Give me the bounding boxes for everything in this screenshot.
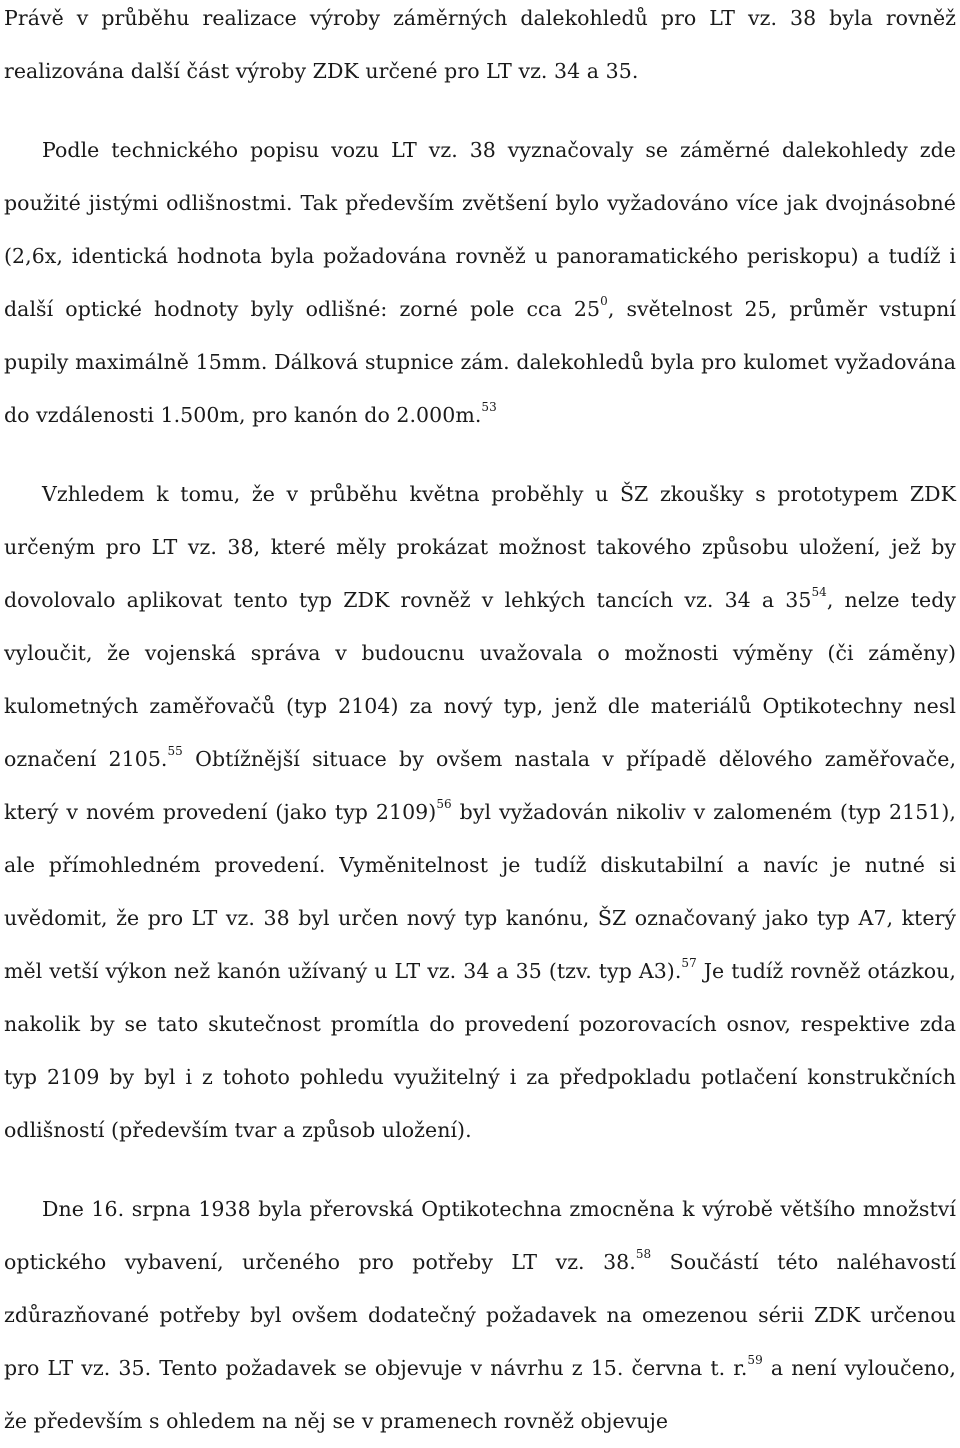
paragraph-text: Dne 16. srpna 1938 byla přerovská Optikotechna zmocněna k výrobě většího množství optického vybavení, určeného pro potřeby LT vz. 38.: [4, 1197, 956, 1274]
footnote-ref-53: 53: [481, 400, 497, 415]
footnote-ref-57: 57: [681, 956, 697, 971]
paragraph-text: Vzhledem k tomu, že v průběhu května proběhly u ŠZ zkoušky s prototypem ZDK určeným pro LT vz. 38, které měly prokázat možnost takového způsobu uložení, jež by dovolovalo aplikovat tento typ ZDK rovněž v lehkých tancích vz. 34 a 35: [4, 482, 956, 612]
paragraph-3: [4, 468, 956, 1157]
paragraph-4: [4, 1183, 956, 1448]
paragraph-text: , nelze tedy vyloučit, že vojenská správa v budoucnu uvažovala o možnosti výměny (či záměny) kulometných zaměřovačů (typ 2104) za nový typ, jenž dle materiálů Optikotechny nesl označení 2105.: [4, 588, 957, 771]
footnote-ref-58: 58: [635, 1247, 652, 1262]
paragraph-text: byl vyžadován nikoliv v zalomeném (typ 2151), ale přímohledném provedení. Vyměnitelnost je tudíž diskutabilní a navíc je nutné si uvědomit, že pro LT vz. 38 byl určen nový typ kanónu, ŠZ označovaný jako typ A7, který měl vetší výkon než kanón užívaný u LT vz. 34 a 35 (tzv. typ A3).: [4, 800, 956, 983]
paragraph-text: Podle technického popisu vozu LT vz. 38 vyznačovaly se záměrné dalekohledy zde použité jistými odlišnostmi. Tak především zvětšení bylo vyžadováno více jak dvojnásobné (2,6x, identická hodnota byla požadována rovněž u panoramatického periskopu) a tudíž i další optické hodnoty byly odlišné: zorné pole cca 25: [4, 138, 956, 321]
superscript-degree: 0: [600, 294, 608, 309]
footnote-ref-55: 55: [167, 744, 183, 759]
paragraph-gap: [4, 98, 956, 124]
footnote-ref-54: 54: [811, 585, 827, 600]
document-page: [4, 0, 956, 1448]
paragraph-1: [4, 0, 956, 98]
paragraph-gap: [4, 442, 956, 468]
paragraph-2: [4, 124, 956, 442]
paragraph-text: , světelnost 25, průměr vstupní pupily maximálně 15mm. Dálková stupnice zám. dalekohledů byla pro kulomet vyžadována do vzdálenosti 1.500m, pro kanón do 2.000m.: [4, 297, 957, 427]
paragraph-gap: [4, 1157, 956, 1183]
paragraph-text: Je tudíž rovněž otázkou, nakolik by se tato skutečnost promítla do provedení pozorovacích osnov, respektive zda typ 2109 by byl i z tohoto pohledu využitelný i za předpokladu potlačení konstrukčních odlišností (především tvar a způsob uložení).: [4, 959, 957, 1142]
paragraph-text: Součástí této naléhavostí zdůrazňované potřeby byl ovšem dodatečný požadavek na omezenou sérii ZDK určenou pro LT vz. 35. Tento požadavek se objevuje v návrhu z 15. června t. r.: [4, 1250, 956, 1380]
paragraph-text: Obtížnější situace by ovšem nastala v případě dělového zaměřovače, který v novém provedení (jako typ 2109): [4, 747, 957, 824]
paragraph-text: Právě v průběhu realizace výroby záměrných dalekohledů pro LT vz. 38 byla rovněž realizována další část výroby ZDK určené pro LT vz. 34 a 35.: [4, 6, 956, 83]
footnote-ref-59: 59: [747, 1353, 763, 1368]
paragraph-text: a není vyloučeno, že především s ohledem na něj se v pramenech rovněž objevuje: [4, 1356, 956, 1433]
footnote-ref-56: 56: [436, 797, 452, 812]
